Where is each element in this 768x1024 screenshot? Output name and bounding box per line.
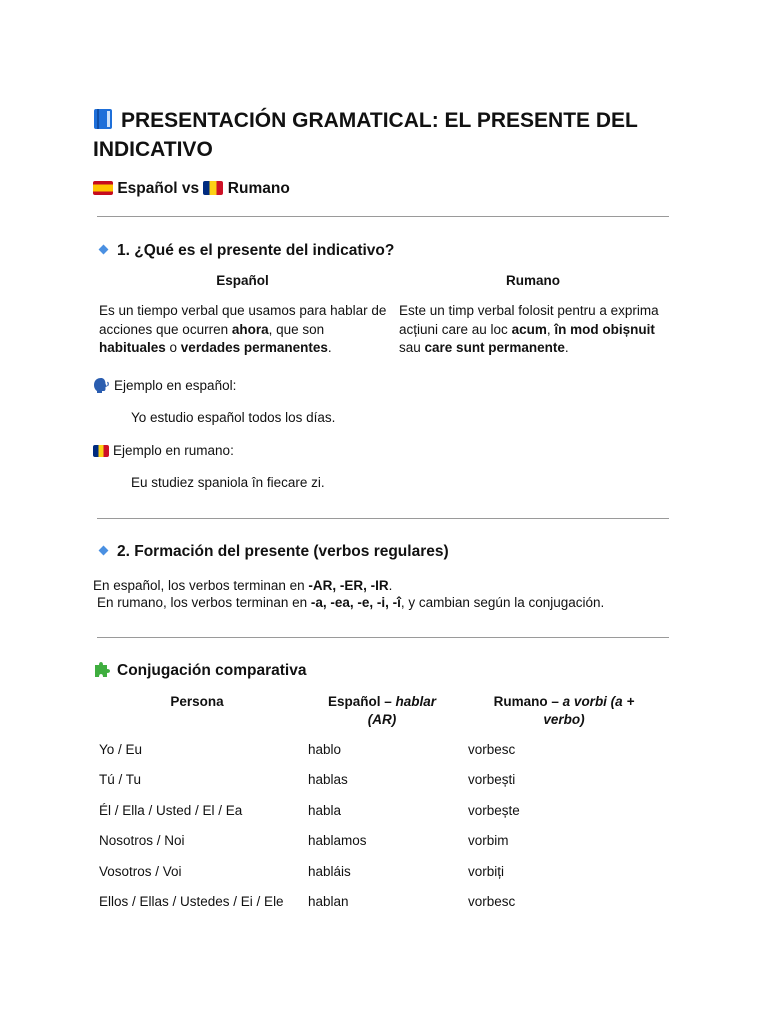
page-title-text: PRESENTACIÓN GRAMATICAL: EL PRESENTE DEL INDICATIVO [93, 109, 638, 161]
table-cell-spanish: hablan [308, 894, 349, 909]
table-cell-romanian: vorbiți [468, 864, 505, 879]
column-header-spanish: Español [216, 273, 269, 288]
endings-romanian-line [97, 594, 604, 612]
table-cell-romanian: vorbește [468, 803, 520, 818]
table-cell-persona: Nosotros / Noi [99, 833, 185, 848]
bold-text-run: ahora [231, 321, 269, 337]
table-header-romanian [477, 693, 651, 729]
italic-text-run: hablar (AR) [367, 694, 437, 727]
section-2-heading [98, 541, 449, 563]
table-cell-spanish: hablo [308, 742, 342, 757]
bold-text-run: verdades permanentes [180, 340, 328, 355]
bold-text-run: acum [511, 321, 547, 337]
table-cell-spanish: hablas [308, 772, 348, 787]
table-cell-spanish: habláis [308, 864, 351, 879]
text-run: Es un tiempo verbal que usamos para hablar de acciones que ocurren [99, 303, 387, 337]
bold-text-run: -AR, -ER, -IR [308, 578, 389, 593]
example-spanish-sentence: Yo estudio español todos los días. [131, 410, 336, 425]
example-spanish-label-text: Ejemplo en español: [114, 378, 237, 393]
divider [97, 518, 669, 519]
section-3-heading [93, 660, 306, 682]
speaking-head-icon [93, 377, 110, 394]
table-header-persona: Persona [170, 694, 224, 709]
example-romanian-sentence: Eu studiez spaniola în fiecare zi. [131, 475, 325, 490]
bold-text-run: habituales [99, 340, 166, 355]
romania-flag-icon [203, 181, 223, 195]
text-run: , y cambian según la conjugación. [400, 595, 605, 610]
blue-diamond-icon [99, 546, 109, 556]
example-spanish-label [93, 377, 236, 395]
book-icon [93, 108, 113, 130]
blue-diamond-icon [99, 245, 109, 255]
text-run: . [388, 578, 393, 593]
table-cell-romanian: vorbesc [468, 894, 516, 909]
subtitle [93, 178, 290, 200]
text-run: Español – [327, 694, 396, 709]
table-cell-romanian: vorbesc [468, 742, 516, 757]
subtitle-lang1: Español [117, 180, 178, 197]
text-run: En rumano, los verbos terminan en [97, 595, 311, 610]
divider [97, 637, 669, 638]
spain-flag-icon [93, 181, 113, 195]
text-run: . [327, 340, 332, 355]
table-cell-persona: Él / Ella / Usted / El / Ea [99, 803, 243, 818]
table-cell-romanian: vorbim [468, 833, 509, 848]
section-2-heading-text: 2. Formación del presente (verbos regulares) [117, 543, 449, 560]
italic-text-run: a vorbi (a + verbo) [543, 694, 635, 727]
bold-text-run: în mod obișnuit [554, 321, 655, 337]
section-1-heading-text: 1. ¿Qué es el presente del indicativo? [117, 242, 395, 259]
text-run: , que son [268, 321, 325, 337]
bold-text-run: -a, -ea, -e, -i, -î [310, 595, 401, 610]
endings-spanish-line [93, 577, 392, 595]
section-1-heading [98, 240, 394, 262]
text-run: sau [399, 340, 425, 355]
definition-spanish [99, 302, 389, 358]
text-run: Rumano – [493, 694, 563, 709]
bold-text-run: care sunt permanente [424, 340, 565, 355]
text-run: . [564, 340, 569, 355]
example-romanian-label-text: Ejemplo en rumano: [113, 443, 234, 458]
table-header-spanish [313, 693, 451, 729]
table-cell-persona: Yo / Eu [99, 742, 143, 757]
table-cell-spanish: habla [308, 803, 342, 818]
table-cell-romanian: vorbești [468, 772, 516, 787]
text-run: , [546, 321, 555, 337]
puzzle-piece-icon [93, 660, 111, 678]
table-cell-persona: Ellos / Ellas / Ustedes / Ei / Ele [99, 894, 284, 909]
table-cell-persona: Vosotros / Voi [99, 864, 182, 879]
romania-flag-icon [93, 445, 109, 457]
table-cell-persona: Tú / Tu [99, 772, 142, 787]
subtitle-vs: vs [181, 180, 200, 197]
subtitle-lang2: Rumano [227, 180, 290, 197]
divider [97, 216, 669, 217]
example-romanian-label [93, 442, 234, 460]
definition-romanian [399, 302, 671, 358]
page-title [93, 106, 693, 164]
text-run: En español, los verbos terminan en [93, 578, 309, 593]
section-3-heading-text: Conjugación comparativa [117, 662, 307, 679]
table-cell-spanish: hablamos [308, 833, 367, 848]
text-run: o [165, 340, 181, 355]
text-run: Este un timp verbal folosit pentru a exprima acțiuni care au loc [399, 303, 659, 337]
column-header-romanian: Rumano [506, 273, 560, 288]
